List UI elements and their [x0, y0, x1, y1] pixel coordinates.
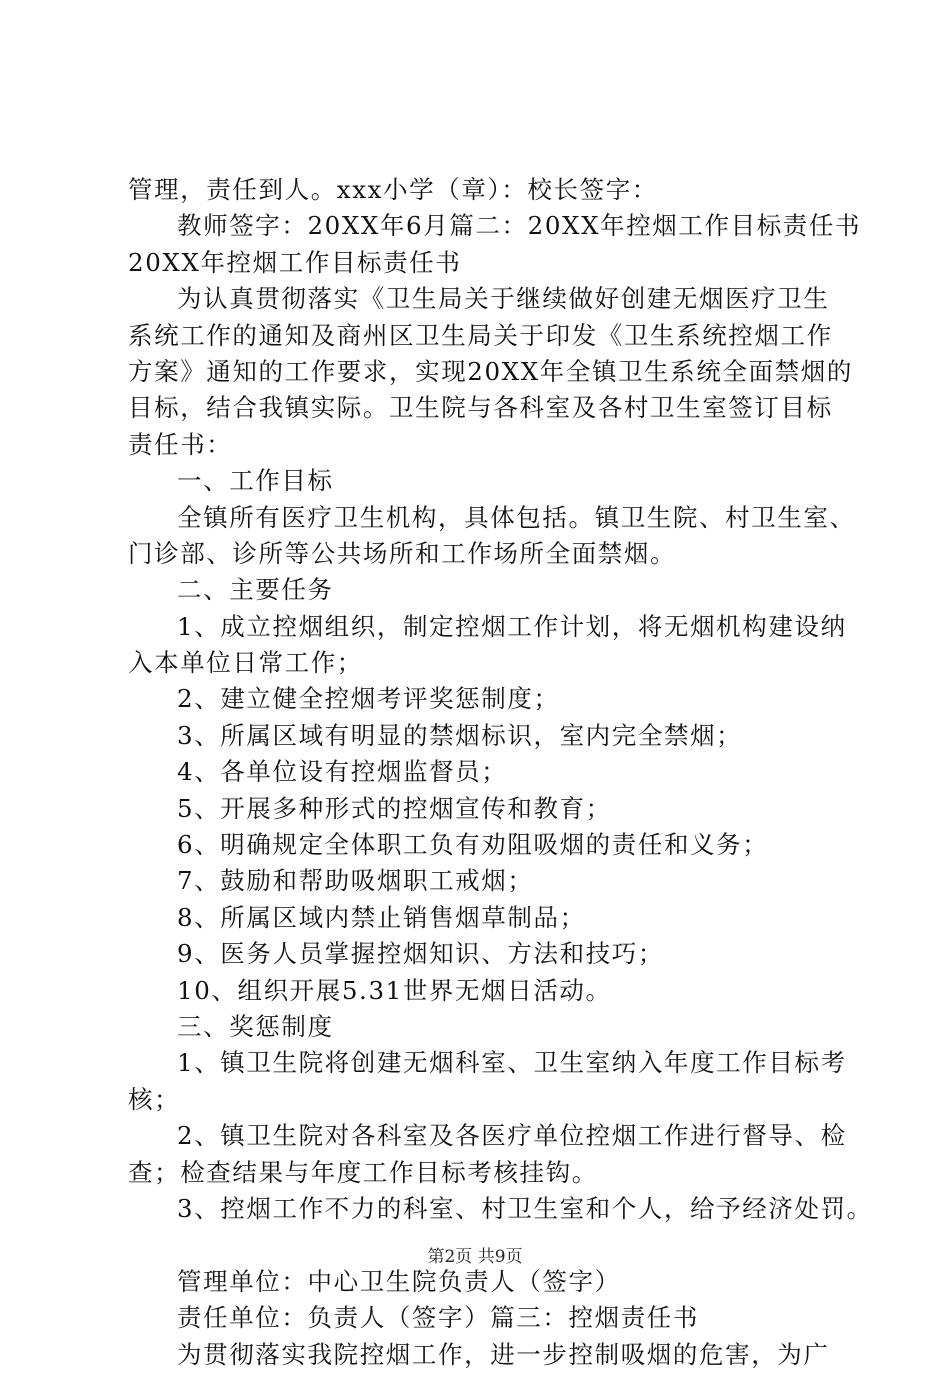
list-item: 4、各单位设有控烟监督员；	[177, 757, 508, 787]
list-item: 3、所属区域有明显的禁烟标识，室内完全禁烟；	[177, 720, 743, 750]
list-item: 1、成立控烟组织，制定控烟工作计划，将无烟机构建设纳	[177, 611, 847, 641]
text-line: 核；	[128, 1084, 181, 1114]
text-line: 全镇所有医疗卫生机构，具体包括。镇卫生院、村卫生室、	[177, 502, 856, 532]
text-line: 责任书：	[128, 429, 233, 459]
text-line: 教师签字：20XX年6月篇二：20XX年控烟工作目标责任书	[177, 211, 862, 241]
list-item: 3、控烟工作不力的科室、村卫生室和个人，给予经济处罚。	[177, 1193, 873, 1223]
list-item: 6、明确规定全体职工负有劝阻吸烟的责任和义务；	[177, 830, 769, 860]
section-title: 20XX年控烟工作目标责任书	[128, 247, 462, 277]
list-item: 2、建立健全控烟考评奖惩制度；	[177, 684, 560, 714]
list-item: 9、医务人员掌握控烟知识、方法和技巧；	[177, 939, 664, 969]
text-line: 方案》通知的工作要求，实现20XX年全镇卫生系统全面禁烟的	[128, 356, 853, 386]
signature-line: 责任单位：负责人（签字）篇三：控烟责任书	[177, 1303, 699, 1333]
text-line: 目标，结合我镇实际。卫生院与各科室及各村卫生室签订目标	[128, 393, 833, 423]
document-body	[128, 172, 873, 1373]
list-item: 2、镇卫生院对各科室及各医疗单位控烟工作进行督导、检	[177, 1121, 847, 1151]
section-heading: 一、工作目标	[177, 466, 334, 496]
signature-line: 管理单位：中心卫生院负责人（签字）	[177, 1266, 621, 1296]
page-indicator: 第2页 共9页	[427, 1247, 523, 1267]
list-item: 1、镇卫生院将创建无烟科室、卫生室纳入年度工作目标考	[177, 1048, 847, 1078]
list-item: 7、鼓励和帮助吸烟职工戒烟；	[177, 866, 534, 896]
list-item: 5、开展多种形式的控烟宣传和教育；	[177, 793, 612, 823]
list-item: 10、组织开展5.31世界无烟日活动。	[177, 975, 612, 1005]
list-item: 8、所属区域内禁止销售烟草制品；	[177, 902, 586, 932]
text-line: 为贯彻落实我院控烟工作，进一步控制吸烟的危害，为广	[177, 1339, 830, 1369]
text-line: 为认真贯彻落实《卫生局关于继续做好创建无烟医疗卫生	[177, 284, 830, 314]
text-line: 管理，责任到人。xxx小学（章）：校长签字：	[128, 175, 658, 204]
text-line: 入本单位日常工作；	[128, 648, 363, 678]
section-heading: 二、主要任务	[177, 575, 334, 605]
text-line: 门诊部、诊所等公共场所和工作场所全面禁烟。	[128, 538, 677, 568]
text-line: 系统工作的通知及商州区卫生局关于印发《卫生系统控烟工作	[128, 320, 833, 350]
text-line: 查；检查结果与年度工作目标考核挂钩。	[128, 1157, 598, 1187]
section-heading: 三、奖惩制度	[177, 1011, 334, 1041]
